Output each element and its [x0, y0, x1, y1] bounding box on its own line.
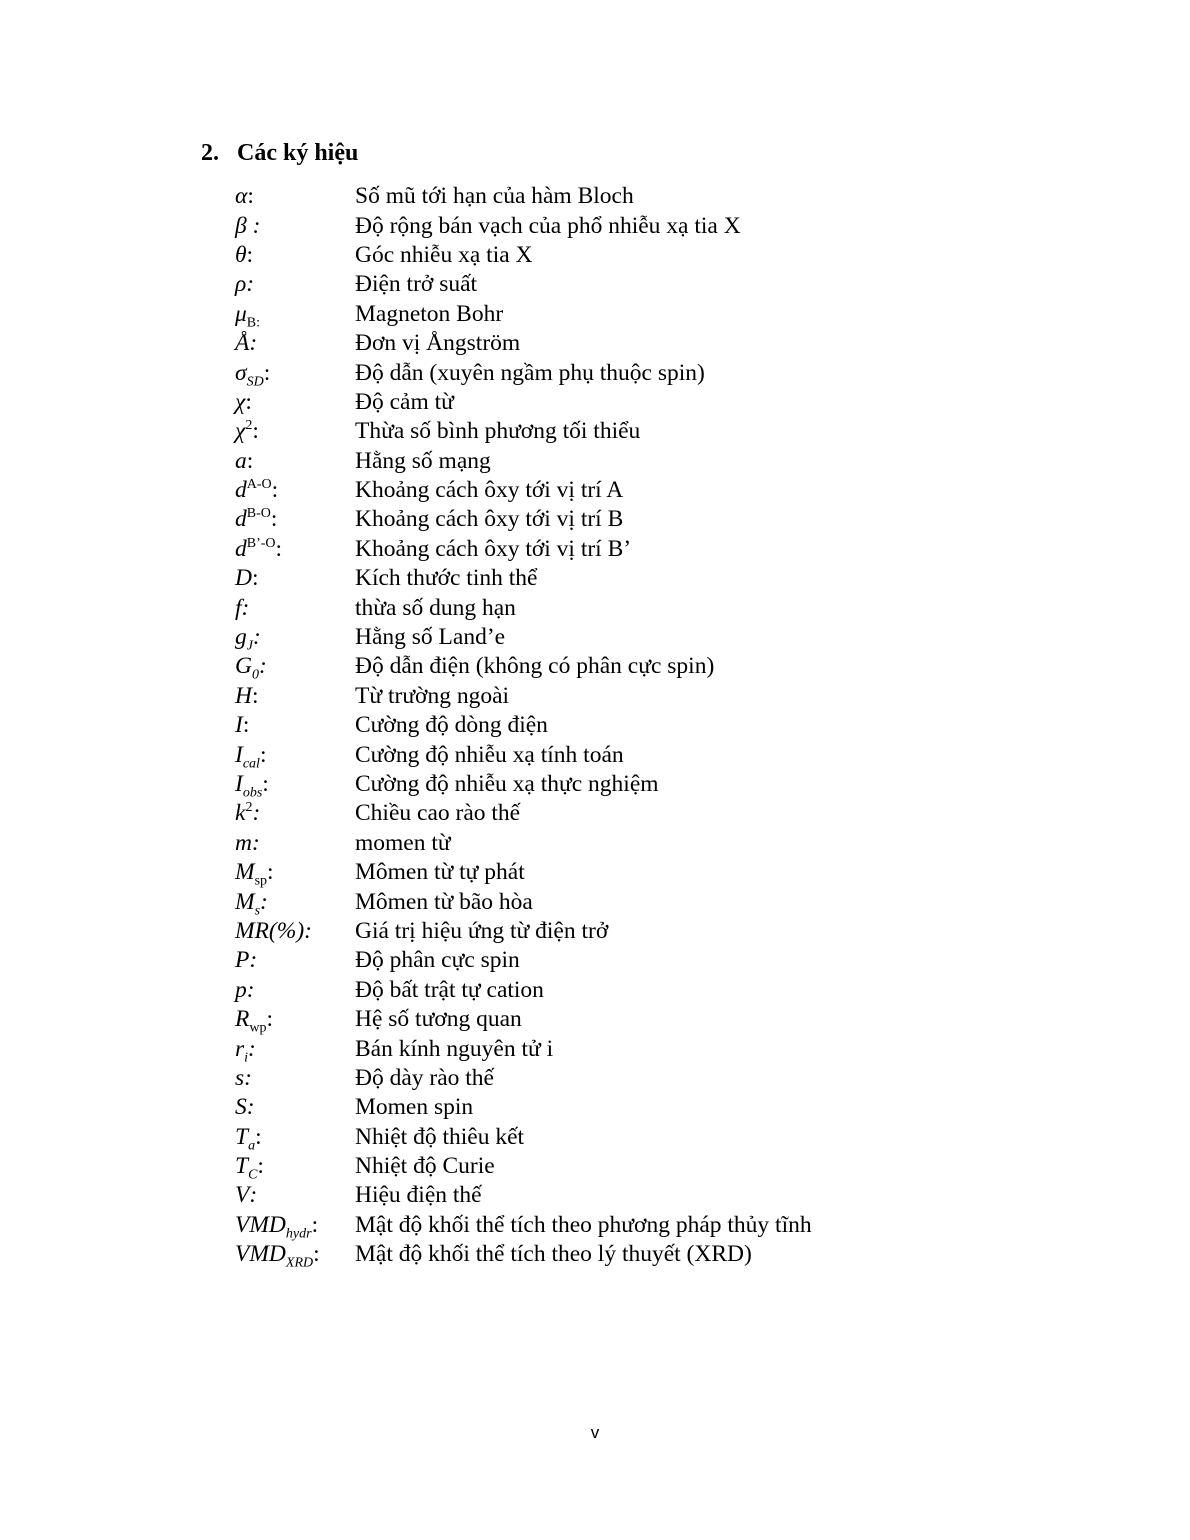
- symbol-row: [235, 652, 812, 684]
- symbol-base: MR(%): [235, 917, 305, 944]
- symbol-subscript: XRD: [285, 1255, 314, 1271]
- symbol-colon: :: [246, 271, 255, 298]
- symbol-description: Nhiệt độ Curie: [355, 1153, 495, 1180]
- symbol-notation: [235, 888, 355, 917]
- symbol-subscript: s: [254, 903, 261, 919]
- section-title: Các ký hiệu: [237, 140, 359, 166]
- symbol-colon: :: [255, 1123, 262, 1150]
- symbol-notation: [235, 564, 355, 593]
- symbol-colon: :: [313, 1241, 320, 1268]
- symbol-notation: [235, 270, 355, 299]
- symbol-colon: :: [271, 477, 279, 504]
- symbol-subscript: i: [244, 1050, 249, 1066]
- symbol-description: Momen spin: [355, 1094, 474, 1121]
- symbol-colon: :: [270, 506, 278, 533]
- symbol-row: [235, 917, 812, 946]
- symbol-notation: [235, 417, 355, 446]
- symbol-description: Độ rộng bán vạch của phổ nhiễu xạ tia X: [355, 212, 741, 239]
- symbol-row: [235, 1005, 812, 1034]
- symbol-description: Độ bất trật tự cation: [355, 976, 544, 1003]
- symbol-base: σ: [235, 359, 247, 386]
- symbol-base: G: [235, 653, 252, 680]
- symbol-row: [235, 1064, 812, 1093]
- symbol-row: [235, 1093, 812, 1122]
- symbol-row: [235, 241, 812, 270]
- symbol-base: a: [235, 447, 247, 474]
- symbol-base: I: [235, 741, 243, 768]
- symbol-subscript: 0: [251, 668, 259, 684]
- symbol-row: [235, 329, 812, 358]
- symbol-description: Đơn vị Ångström: [355, 330, 521, 357]
- symbol-notation: [235, 359, 355, 388]
- symbol-row: [235, 505, 812, 534]
- symbol-notation: [235, 1152, 355, 1181]
- symbol-notation: [235, 1093, 355, 1122]
- symbol-notation: [235, 241, 355, 270]
- symbol-notation: [235, 799, 355, 828]
- symbol-row: [235, 946, 812, 975]
- symbol-description: Độ dẫn (xuyên ngầm phụ thuộc spin): [355, 359, 705, 386]
- symbol-colon: :: [245, 388, 252, 415]
- symbol-base: VMD: [235, 1211, 286, 1238]
- symbol-notation: [235, 741, 355, 770]
- symbol-colon: :: [266, 1006, 274, 1033]
- symbol-description: Giá trị hiệu ứng từ điện trở: [355, 917, 609, 944]
- symbol-colon: :: [246, 1094, 255, 1121]
- symbol-colon: :: [311, 1211, 319, 1238]
- symbol-row: [235, 770, 812, 799]
- symbol-colon: :: [251, 682, 259, 709]
- symbol-colon: :: [241, 594, 250, 621]
- symbol-description: Thừa số bình phương tối thiểu: [355, 418, 641, 445]
- symbol-description: Hằng số mạng: [355, 447, 491, 474]
- symbol-base: χ: [235, 388, 246, 415]
- symbol-colon: :: [246, 976, 255, 1003]
- symbol-base: ρ: [235, 271, 247, 298]
- symbol-base: P: [235, 947, 250, 974]
- symbol-row: [235, 1152, 812, 1181]
- symbol-row: [235, 1240, 812, 1269]
- symbol-base: k: [235, 800, 246, 827]
- symbol-subscript: sp: [254, 873, 268, 889]
- symbol-colon: :: [258, 653, 267, 680]
- symbol-notation: [235, 447, 355, 476]
- symbol-row: [235, 887, 812, 919]
- symbol-colon: :: [257, 1153, 264, 1180]
- symbol-description: Bán kính nguyên tử i: [355, 1035, 554, 1062]
- symbol-notation: [235, 623, 355, 652]
- symbol-colon: :: [249, 330, 258, 357]
- symbol-base: m: [235, 829, 252, 856]
- symbol-colon: :: [267, 859, 274, 886]
- symbol-notation: [235, 1035, 355, 1064]
- symbol-description: Hiệu điện thế: [355, 1182, 482, 1209]
- symbol-base: d: [235, 477, 247, 504]
- symbol-row: [235, 300, 812, 329]
- symbol-base: s: [235, 1064, 245, 1091]
- symbol-notation: [235, 594, 355, 623]
- symbol-base: α: [235, 183, 248, 210]
- symbol-row: [235, 1123, 812, 1152]
- symbol-row: [235, 388, 812, 417]
- symbol-colon: :: [252, 624, 261, 651]
- symbol-colon: :: [246, 212, 261, 239]
- symbol-base: θ: [235, 241, 247, 268]
- symbol-colon: :: [242, 712, 250, 739]
- symbol-row: [235, 682, 812, 711]
- symbol-base: R: [235, 1006, 250, 1033]
- page-number: v: [590, 1423, 600, 1442]
- symbol-row: [235, 623, 812, 652]
- symbol-description: Hằng số Land’e: [355, 624, 506, 651]
- symbol-row: [235, 976, 812, 1005]
- symbol-notation: [235, 212, 355, 241]
- symbol-base: S: [235, 1094, 247, 1121]
- symbol-colon: :: [249, 947, 258, 974]
- symbol-row: [235, 593, 812, 622]
- symbol-base: V: [235, 1182, 250, 1209]
- symbol-notation: [235, 1064, 355, 1093]
- symbol-notation: [235, 476, 355, 505]
- symbol-base: M: [235, 859, 255, 886]
- symbol-base: χ: [235, 418, 246, 445]
- symbol-description: Góc nhiễu xạ tia X: [355, 241, 533, 268]
- symbol-description: Nhiệt độ thiêu kết: [355, 1123, 525, 1150]
- symbol-colon: :: [262, 771, 269, 797]
- symbol-subscript: B:: [246, 315, 261, 331]
- symbol-notation: [235, 976, 355, 1005]
- symbol-row: [235, 476, 812, 505]
- symbol-notation: [235, 917, 355, 946]
- symbol-base: I: [235, 712, 243, 739]
- symbol-description: Magneton Bohr: [355, 300, 504, 327]
- symbol-subscript: C: [248, 1167, 258, 1183]
- symbol-description: momen từ: [355, 829, 451, 856]
- symbol-description: Chiều cao rào thế: [355, 800, 521, 827]
- symbol-base: β: [235, 212, 247, 239]
- symbol-description: Cường độ nhiễu xạ thực nghiệm: [355, 771, 659, 797]
- symbol-description: Khoảng cách ôxy tới vị trí B: [355, 506, 624, 533]
- symbol-notation: [235, 652, 355, 684]
- symbol-base: μ: [235, 300, 247, 327]
- symbol-description: Từ trường ngoài: [355, 682, 510, 709]
- symbol-description: Độ dày rào thế: [355, 1064, 494, 1091]
- symbol-row: [235, 358, 812, 390]
- symbol-notation: [235, 1211, 355, 1240]
- symbol-superscript: A-O: [246, 477, 272, 493]
- symbol-row: [235, 858, 812, 887]
- symbol-list: [235, 182, 812, 1269]
- symbol-description: thừa số dung hạn: [355, 594, 516, 621]
- symbol-row: [235, 711, 812, 740]
- symbol-base: T: [235, 1123, 249, 1150]
- symbol-description: Hệ số tương quan: [355, 1006, 522, 1033]
- symbol-notation: [235, 535, 355, 564]
- symbol-row: [235, 270, 812, 299]
- symbol-notation: [235, 1005, 355, 1034]
- symbol-base: f: [235, 594, 242, 621]
- symbol-notation: [235, 829, 355, 858]
- symbol-base: I: [235, 771, 243, 797]
- symbol-row: [235, 799, 812, 828]
- symbol-colon: :: [246, 447, 254, 474]
- symbol-notation: [235, 300, 355, 329]
- symbol-base: r: [235, 1035, 245, 1062]
- symbol-subscript: hydr: [285, 1226, 312, 1242]
- symbol-colon: :: [246, 241, 254, 268]
- symbol-description: Khoảng cách ôxy tới vị trí A: [355, 477, 624, 504]
- symbol-row: [235, 182, 812, 211]
- symbol-row: [235, 447, 812, 476]
- symbol-row: [235, 564, 812, 593]
- symbol-notation: [235, 388, 355, 417]
- symbol-subscript: cal: [242, 756, 260, 772]
- symbol-notation: [235, 711, 355, 740]
- symbol-notation: [235, 1123, 355, 1152]
- symbol-description: Cường độ dòng điện: [355, 712, 548, 739]
- symbol-notation: [235, 1240, 355, 1269]
- symbol-base: p: [235, 976, 247, 1003]
- symbol-notation: [235, 946, 355, 975]
- symbol-colon: :: [275, 535, 283, 562]
- symbol-row: [235, 1211, 812, 1240]
- symbol-colon: :: [252, 418, 259, 445]
- symbol-description: Mômen từ tự phát: [355, 859, 525, 886]
- symbol-subscript: J: [246, 638, 253, 654]
- symbol-notation: [235, 682, 355, 711]
- symbol-notation: [235, 1181, 355, 1210]
- symbol-description: Độ cảm từ: [355, 388, 454, 415]
- symbol-colon: :: [251, 565, 259, 592]
- symbol-description: Khoảng cách ôxy tới vị trí B’: [355, 535, 632, 562]
- symbol-row: [235, 1181, 812, 1210]
- symbol-colon: :: [263, 359, 271, 386]
- symbol-subscript: SD: [246, 374, 264, 390]
- symbol-subscript: a: [248, 1138, 256, 1154]
- symbol-colon: :: [244, 1064, 252, 1091]
- symbol-description: Cường độ nhiễu xạ tính toán: [355, 741, 624, 768]
- symbol-colon: :: [251, 829, 260, 856]
- symbol-notation: [235, 770, 355, 799]
- symbol-row: [235, 829, 812, 858]
- symbol-colon: :: [248, 1035, 256, 1062]
- symbol-base: M: [235, 888, 255, 915]
- symbol-subscript: wp: [249, 1020, 267, 1036]
- symbol-superscript: B-O: [246, 506, 271, 522]
- symbol-notation: [235, 182, 355, 211]
- symbol-row: [235, 211, 812, 240]
- symbol-colon: :: [260, 888, 268, 915]
- symbol-notation: [235, 329, 355, 358]
- symbol-row: [235, 740, 812, 772]
- symbol-description: Độ dẫn điện (không có phân cực spin): [355, 653, 715, 680]
- symbol-subscript: obs: [242, 785, 263, 801]
- symbol-colon: :: [247, 183, 254, 210]
- symbol-colon: :: [252, 800, 261, 827]
- symbol-row: [235, 1034, 812, 1066]
- symbol-notation: [235, 505, 355, 534]
- symbol-base: d: [235, 506, 247, 533]
- symbol-description: Mômen từ bão hòa: [355, 888, 533, 915]
- symbol-description: Số mũ tới hạn của hàm Bloch: [355, 183, 634, 210]
- symbol-row: [235, 417, 812, 446]
- section-number: 2.: [201, 140, 219, 166]
- symbol-base: d: [235, 535, 247, 562]
- symbol-base: VMD: [235, 1241, 286, 1268]
- symbol-colon: :: [249, 1182, 258, 1209]
- symbol-superscript: 2: [245, 418, 253, 434]
- symbol-description: Mật độ khối thể tích theo phương pháp thủy tĩnh: [355, 1211, 812, 1238]
- section-heading: [201, 138, 358, 168]
- symbol-base: g: [235, 624, 247, 651]
- symbol-superscript: 2: [245, 800, 253, 816]
- symbol-base: D: [235, 565, 252, 592]
- symbol-colon: :: [304, 917, 312, 944]
- symbol-description: Độ phân cực spin: [355, 947, 520, 974]
- symbol-colon: :: [259, 741, 267, 768]
- symbol-description: Điện trở suất: [355, 271, 478, 298]
- symbol-row: [235, 535, 812, 564]
- symbol-base: H: [235, 682, 252, 709]
- symbol-superscript: B’-O: [246, 536, 276, 552]
- symbol-base: T: [235, 1153, 249, 1180]
- symbol-description: Kích thước tinh thể: [355, 565, 538, 592]
- symbol-description: Mật độ khối thể tích theo lý thuyết (XRD): [355, 1241, 752, 1268]
- symbol-notation: [235, 858, 355, 887]
- symbol-base: Å: [235, 330, 250, 357]
